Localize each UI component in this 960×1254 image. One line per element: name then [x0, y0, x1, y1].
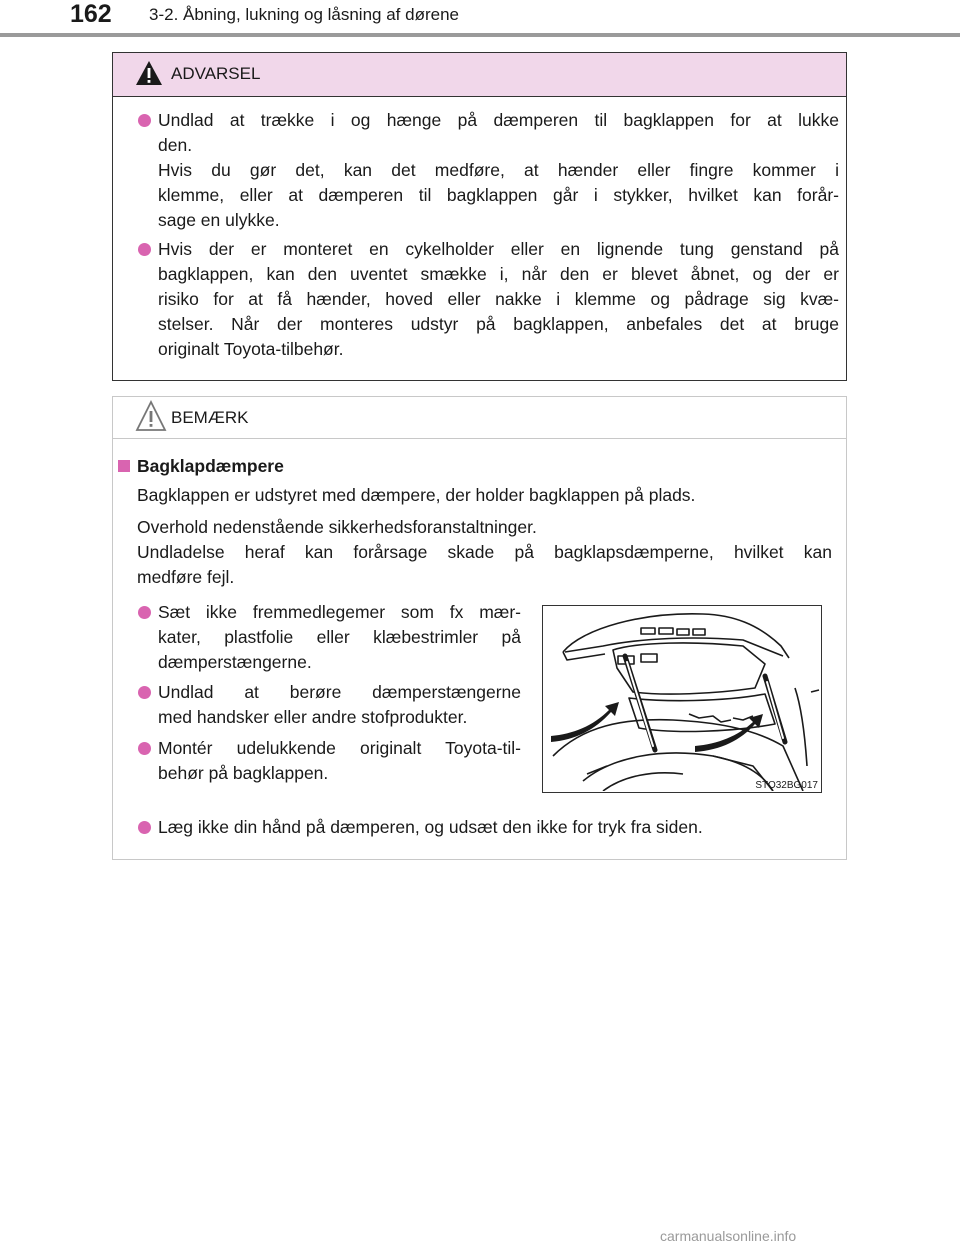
- note-bullet-3-icon: [138, 742, 151, 755]
- note-intro: Bagklappen er udstyret med dæmpere, der holder bagklappen på plads.: [137, 485, 696, 505]
- note-bullet-1-icon: [138, 606, 151, 619]
- caution-triangle-outline-icon: [135, 400, 167, 432]
- page-number: 162: [70, 0, 112, 28]
- subsection-square-icon: [118, 460, 130, 472]
- footer-watermark: carmanualsonline.info: [660, 1228, 797, 1244]
- note-last-item: Læg ikke din hånd på dæmperen, og udsæt den ikke for tryk fra siden.: [158, 817, 703, 837]
- note-header: [113, 397, 846, 439]
- note-caution: Overhold nedenstående sikkerhedsforanstaltninger. Undladelse heraf kan forårsage skade på bagklapsdæmperne, hvilket kan medføre fejl.: [137, 517, 832, 587]
- warning-item-1: Undlad at trække i og hænge på dæmperen til bagklappen for at lukke den. Hvis du gør det, kan det medføre, at hænder eller fingre kommer i klemme, eller at dæmperen til bagklappen går i stykker, hvilket kan forår- sage en ulykke.: [158, 110, 839, 230]
- note-bullet-4-icon: [138, 821, 151, 834]
- note-item-1: Sæt ikke fremmedlegemer som fx mær- kater, plastfolie eller klæbestrimler på dæmperstængerne.: [158, 602, 521, 672]
- tailgate-illustration: [543, 606, 820, 791]
- warning-bullet-1-icon: [138, 114, 151, 127]
- note-bullet-2-icon: [138, 686, 151, 699]
- figure-code: STO32BG017: [755, 780, 818, 791]
- note-item-2: Undlad at berøre dæmperstængerne med handsker eller andre stofprodukter.: [158, 682, 521, 727]
- warning-bullet-2-icon: [138, 243, 151, 256]
- note-title: BEMÆRK: [171, 408, 249, 427]
- section-title: 3-2. Åbning, lukning og låsning af dørene: [149, 5, 459, 24]
- header-rule: [0, 33, 960, 37]
- warning-item-2: Hvis der er monteret en cykelholder eller en lignende tung genstand på bagklappen, kan den uventet smække i, når den er blevet åbnet, og der er risiko for at få hænder, hoved eller nakke i klemme og pådrage sig kvæ- stelser. Når der monteres udstyr på bagklappen, anbefales det at bruge originalt Toyota-tilbehør.: [158, 239, 839, 359]
- warning-title: ADVARSEL: [171, 64, 261, 83]
- note-item-3: Montér udelukkende originalt Toyota-til- behør på bagklappen.: [158, 738, 521, 783]
- subsection-title: Bagklapdæmpere: [137, 456, 284, 476]
- tailgate-damper-figure: [542, 605, 822, 793]
- warning-header: [113, 53, 846, 97]
- warning-triangle-icon: [135, 59, 163, 87]
